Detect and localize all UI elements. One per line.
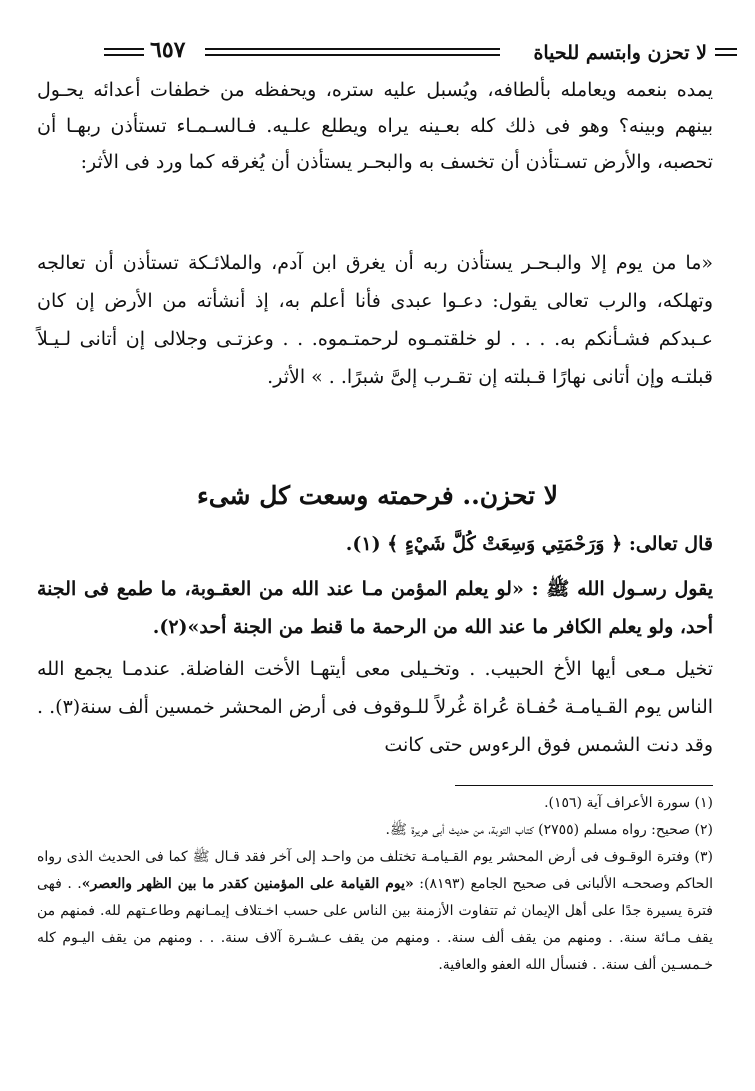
footnote-3-bold-quote: «يوم القيامة على المؤمنين كقدر ما بين الظهر والعصر» [81, 876, 414, 892]
hadith-text: يقول رسـول الله ﷺ : «لو يعلم المؤمن مـا عند الله من العقـوبة، ما طمع فى الجنة أحد، ولو يعلم الكافر ما عند الله من الرحمة ما قنط من الجنة أحد»(٢). [37, 578, 713, 638]
paragraph-4 [37, 570, 713, 646]
footnote-2: (٢) صحيح: رواه مسلم (٢٧٥٥) كتاب التوبة، من حديث أبى هريرة ﷺ. [385, 822, 713, 838]
footnote-3 [37, 844, 713, 979]
paragraph-1 [37, 72, 713, 180]
running-header-title: لا تحزن وابتسم للحياة [533, 42, 707, 64]
header-mark-right [715, 48, 737, 56]
section-heading: لا تحزن.. فرحمته وسعت كل شىء [196, 481, 559, 510]
header-mark-left [104, 48, 144, 56]
quran-verse: قال تعالى: ﴿ وَرَحْمَتِي وَسِعَتْ كُلَّ شَيْءٍ ﴾ (١). [345, 533, 713, 555]
paragraph-2 [37, 244, 713, 396]
footnote-3-part-2: . . فهى فترة يسيرة جدًا على أهل الإيمان ثم تتفاوت الأزمنة بين الناس على حسب اخـتلاف إيمـانهم وطاعـتهم لله. فمنهم من يقف مـائة سنة. . ومنهم من يقف ألف سنة. . ومنهم من يقف عـشـرة آلاف سنة. . . ومنهم من يقف اليـوم كله خـمسـين ألف سنة. . فنسأل الله العفو والعافية. [37, 876, 713, 973]
paragraph-5-text: تخيل مـعى أيها الأخ الحبيب. . وتخـيلى معى أيتهـا الأخت الفاضلة. عندمـا يجمع الله الناس يوم القـيامـة حُفـاة عُراة غُرلاً للـوقوف فى أرض المحشر خمسين ألف سنة(٣). . وقد دنت الشمس فوق الرءوس حتى كانت [37, 658, 714, 756]
header-rule [205, 48, 500, 56]
paragraph-3 [37, 526, 713, 562]
paragraph-5 [37, 650, 713, 764]
footnote-separator [455, 785, 713, 786]
footnote-1: (١) سورة الأعراف آية (١٥٦). [544, 795, 713, 811]
paragraph-2-text: «ما من يوم إلا والبـحـر يستأذن ربه أن يغرق ابن آدم، والملائـكة تستأذن أن تعالجه وتهلكه، والرب تعالى يقول: دعـوا عبدى فأنا أعلم به، إذ أنشأته من الأرض إن كان عـبدكم فشـأنكم به. . . . لو خلقتمـوه لرحمتـموه. . . وعزتـى وجلالى إن أتانى لـيـلاً قبلتـه وإن أتانى نهارًا قـبلته إن تقـرب إلىَّ شبرًا. . » الأثر. [37, 252, 713, 388]
footnotes [37, 790, 713, 979]
page-number: ٦٥٧ [150, 37, 186, 63]
footnote-3-part-1: (٣) وفترة الوقـوف فى أرض المحشر يوم القـيامـة تختلف من واحـد إلى آخر فقد قـال ﷺ كما فى الحديث الذى رواه الحاكم وصححـه الألبانى فى صحيح الجامع (٨١٩٣): [37, 849, 713, 892]
paragraph-1-text: يمده بنعمه ويعامله بألطافه، ويُسبل عليه ستره، ويحفظه من خطفات أعدائه يحـول بينهم وبينه؟ وهو فى ذلك كله بعـينه يراه ويطلع علـيه. فـالسـمـاء تستأذن ربهـا أن تحصبه، والأرض تسـتأذن أن تخسف به والبحـر يستأذن أن يُغرقه كما ورد فى الأثر: [37, 79, 713, 173]
